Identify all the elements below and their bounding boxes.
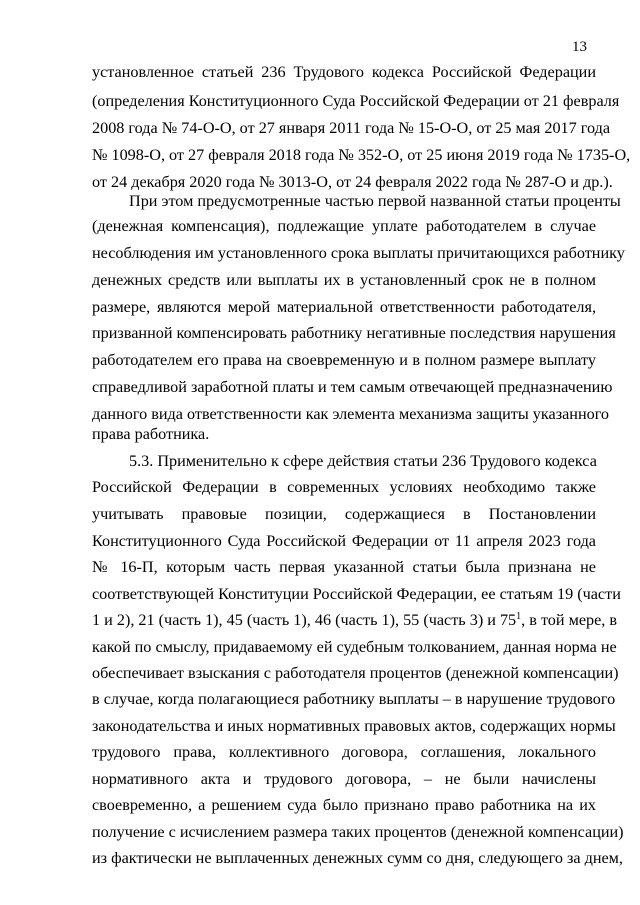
text-line: права работника. (92, 425, 210, 443)
text-line: (денежная компенсация), подлежащие уплате работодателем в случае (92, 217, 596, 235)
text-line: получение с исчислением размера таких процентов (денежной компенсации) (92, 823, 624, 841)
text-line: справедливой заработной платы и тем самым отвечающей предназначению (92, 378, 613, 396)
text-line (92, 610, 618, 630)
text-line: законодательства и иных нормативных правовых актов, содержащих нормы (92, 717, 616, 735)
text-line: При этом предусмотренные частью первой названной статьи проценты (129, 192, 621, 210)
text-line: данного вида ответственности как элемента механизма защиты указанного (92, 405, 610, 423)
superscript: 1 (516, 611, 522, 622)
text-line: из фактически не выплаченных денежных сумм со дня, следующего за днем, (92, 849, 623, 867)
text-line: Российской Федерации в современных условиях необходимо также (92, 478, 596, 496)
text-line: 5.3. Применительно к сфере действия статьи 236 Трудового кодекса (129, 452, 597, 470)
text-line: размере, являются мерой материальной ответственности работодателя, (92, 298, 596, 316)
text-line: трудового права, коллективного договора, соглашения, локального (92, 743, 596, 761)
text-line: работодателем его права на своевременную и в полном размере выплату (92, 351, 596, 369)
text-line: нормативного акта и трудового договора, – не были начислены (92, 770, 596, 788)
text-line: 2008 года № 74-О-О, от 27 января 2011 года № 15-О-О, от 25 мая 2017 года (92, 119, 611, 137)
text-line: № 1098-О, от 27 февраля 2018 года № 352-О, от 25 июня 2019 года № 1735-О, (92, 146, 631, 164)
text-line: соответствующей Конституции Российской Федерации, ее статьям 19 (части (92, 585, 621, 603)
text-line: установленное статьей 236 Трудового кодекса Российской Федерации (92, 63, 596, 81)
text-line: Конституционного Суда Российской Федерации от 11 апреля 2023 года (92, 532, 596, 550)
text-line: своевременно, а решением суда было признано право работника на их (92, 796, 596, 814)
text-line: (определения Конституционного Суда Российской Федерации от 21 февраля (92, 92, 620, 110)
text-line: какой по смыслу, придаваемому ей судебным толкованием, данная норма не (92, 638, 617, 656)
text-line: от 24 декабря 2020 года № 3013-О, от 24 февраля 2022 года № 287-О и др.). (92, 173, 613, 191)
line-text: , в той мере, в (521, 611, 618, 629)
page-number: 13 (572, 39, 587, 55)
text-line: несоблюдения им установленного срока выплаты причитающихся работнику (92, 244, 625, 262)
text-line: денежных средств или выплаты их в установленный срок не в полном (92, 271, 596, 289)
line-text: 1 и 2), 21 (часть 1), 45 (часть 1), 46 (часть 1), 55 (часть 3) и 75 (92, 611, 517, 629)
text-line: обеспечивает взыскания с работодателя процентов (денежной компенсации) (92, 664, 619, 682)
text-line: учитывать правовые позиции, содержащиеся в Постановлении (92, 505, 596, 523)
text-line: № 16-П, которым часть первая указанной статьи была признана не (92, 558, 596, 576)
text-line: в случае, когда полагающиеся работнику выплаты – в нарушение трудового (92, 690, 616, 708)
text-line: призванной компенсировать работнику негативные последствия нарушения (92, 324, 616, 342)
